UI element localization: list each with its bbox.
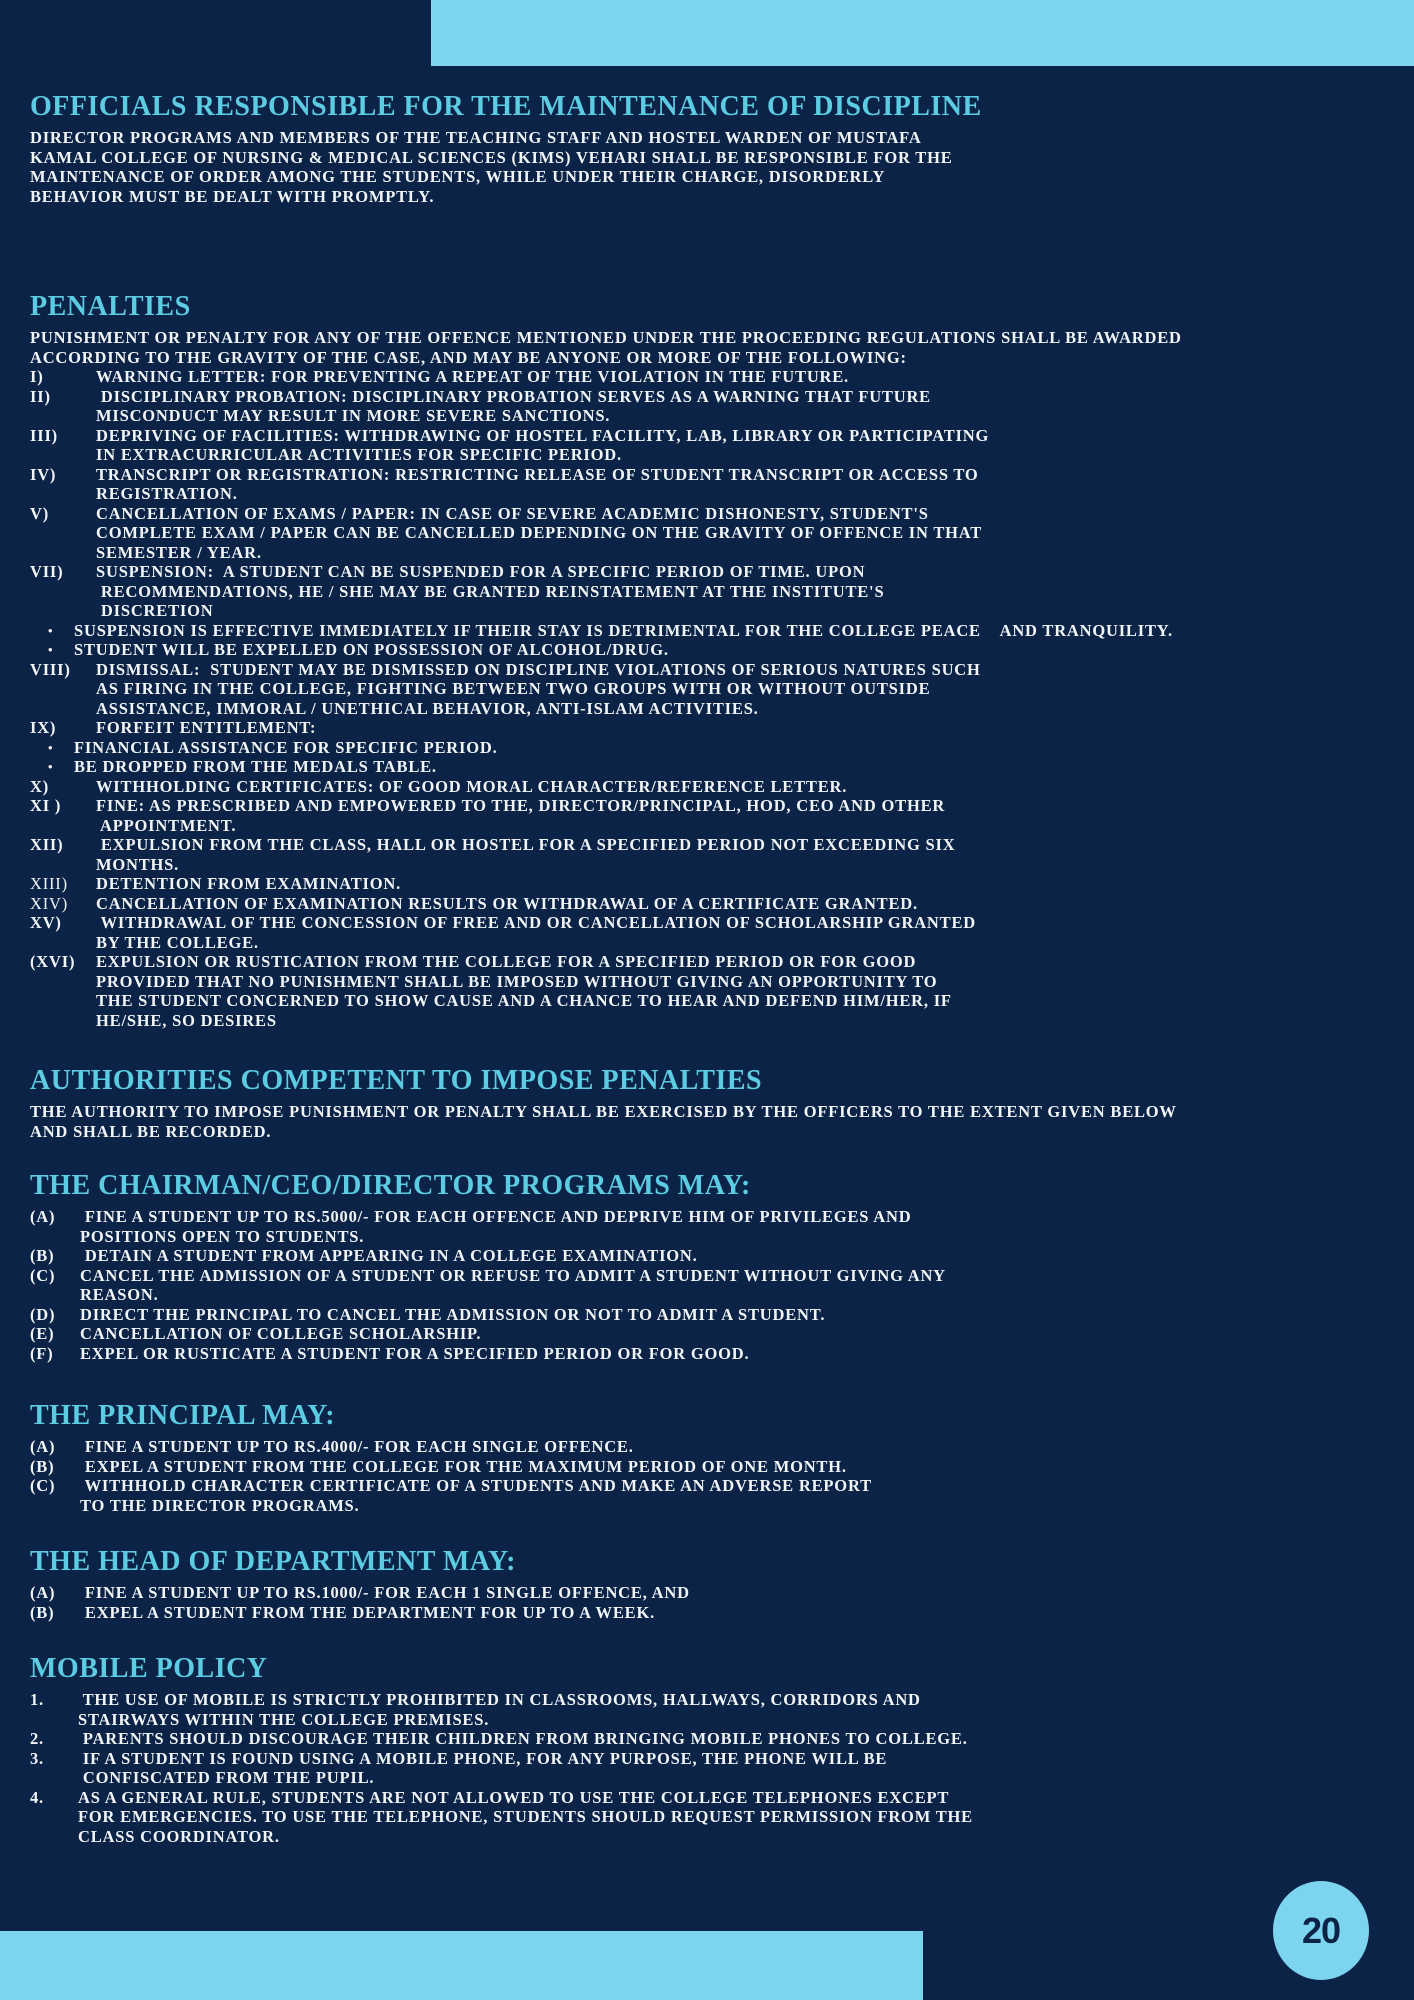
item-text bbox=[96, 387, 931, 426]
text-line: DIRECT THE PRINCIPAL TO CANCEL THE ADMISSION OR NOT TO ADMIT A STUDENT. bbox=[80, 1304, 826, 1324]
item-text bbox=[80, 1437, 634, 1457]
item-text bbox=[96, 562, 884, 621]
text-line: DIRECTOR PROGRAMS AND MEMBERS OF THE TEACHING STAFF AND HOSTEL WARDEN OF MUSTAFA bbox=[30, 128, 922, 147]
list-item bbox=[30, 1266, 1394, 1305]
section-heading: OFFICIALS RESPONSIBLE FOR THE MAINTENANCE OF DISCIPLINE bbox=[30, 91, 982, 122]
list-item bbox=[30, 952, 1394, 1030]
item-text bbox=[78, 1729, 968, 1749]
item-marker: (C) bbox=[30, 1476, 56, 1495]
text-line: EXPEL A STUDENT FROM THE COLLEGE FOR THE MAXIMUM PERIOD OF ONE MONTH. bbox=[80, 1456, 847, 1476]
text-line: MONTHS. bbox=[96, 854, 180, 874]
item-marker: 4. bbox=[30, 1787, 44, 1807]
item-text bbox=[96, 504, 982, 563]
paragraph bbox=[30, 128, 1394, 206]
text-line: DISCIPLINARY PROBATION: DISCIPLINARY PROBATION SERVES AS A WARNING THAT FUTURE bbox=[96, 386, 931, 406]
text-line: DISCRETION bbox=[96, 601, 214, 620]
text-line: CLASS COORDINATOR. bbox=[78, 1826, 280, 1846]
text-line: IN EXTRACURRICULAR ACTIVITIES FOR SPECIFIC PERIOD. bbox=[96, 445, 622, 464]
list-item bbox=[30, 777, 1394, 797]
text-line: CANCEL THE ADMISSION OF A STUDENT OR REFUSE TO ADMIT A STUDENT WITHOUT GIVING ANY bbox=[80, 1265, 946, 1285]
list-item bbox=[30, 465, 1394, 504]
item-text bbox=[74, 757, 437, 777]
list-item bbox=[30, 796, 1394, 835]
item-text bbox=[30, 128, 1394, 206]
list-item bbox=[30, 640, 1394, 660]
item-text bbox=[78, 1788, 973, 1847]
item-text bbox=[80, 1305, 825, 1325]
text-line: EXPULSION FROM THE CLASS, HALL OR HOSTEL FOR A SPECIFIED PERIOD NOT EXCEEDING SIX bbox=[96, 835, 956, 854]
section-principal bbox=[30, 1399, 1394, 1515]
item-text bbox=[96, 465, 979, 504]
text-line: ACCORDING TO THE GRAVITY OF THE CASE, AND MAY BE ANYONE OR MORE OF THE FOLLOWING: bbox=[30, 347, 907, 367]
text-line: EXPEL A STUDENT FROM THE DEPARTMENT FOR UP TO A WEEK. bbox=[80, 1602, 656, 1622]
list-item bbox=[30, 562, 1394, 621]
item-marker: XIII) bbox=[30, 874, 68, 893]
item-marker: (B) bbox=[30, 1246, 55, 1265]
item-text bbox=[78, 1749, 887, 1788]
list-item bbox=[30, 1246, 1394, 1266]
list-item bbox=[30, 1207, 1394, 1246]
list-item bbox=[30, 874, 1394, 894]
section-head-of-department bbox=[30, 1545, 1394, 1622]
item-text bbox=[96, 367, 849, 387]
list-item bbox=[30, 1788, 1394, 1847]
list-item bbox=[30, 1476, 1394, 1515]
bullet-icon: • bbox=[48, 739, 54, 755]
section-authorities bbox=[30, 1064, 1394, 1141]
text-line: HE/SHE, SO DESIRES bbox=[96, 1010, 277, 1030]
item-text bbox=[96, 777, 847, 797]
text-line: SUSPENSION: A STUDENT CAN BE SUSPENDED FOR A SPECIFIC PERIOD OF TIME. UPON bbox=[96, 562, 866, 581]
list-item bbox=[30, 660, 1394, 719]
item-text bbox=[80, 1324, 481, 1344]
text-line: DETAIN A STUDENT FROM APPEARING IN A COLLEGE EXAMINATION. bbox=[80, 1246, 698, 1265]
list-item bbox=[30, 1603, 1394, 1623]
bottom-accent-bar bbox=[0, 1931, 923, 2000]
item-marker: (D) bbox=[30, 1304, 56, 1324]
list-item bbox=[30, 1324, 1394, 1344]
item-marker: XIV) bbox=[30, 893, 69, 913]
text-line: RECOMMENDATIONS, HE / SHE MAY BE GRANTED REINSTATEMENT AT THE INSTITUTE'S bbox=[96, 581, 885, 601]
text-line: IF A STUDENT IS FOUND USING A MOBILE PHONE, FOR ANY PURPOSE, THE PHONE WILL BE bbox=[78, 1748, 888, 1768]
page-number: 20 bbox=[1301, 1909, 1341, 1951]
item-marker: IV) bbox=[30, 464, 57, 484]
page-content bbox=[30, 90, 1394, 1846]
list-item bbox=[30, 718, 1394, 738]
item-text bbox=[80, 1476, 872, 1515]
text-line: BE DROPPED FROM THE MEDALS TABLE. bbox=[74, 757, 437, 776]
list-item bbox=[30, 1729, 1394, 1749]
paragraph bbox=[30, 1102, 1394, 1141]
item-text bbox=[78, 1690, 921, 1729]
list-item bbox=[30, 621, 1394, 641]
list-item bbox=[30, 426, 1394, 465]
item-text bbox=[96, 835, 955, 874]
list-item bbox=[30, 1344, 1394, 1364]
text-line: WITHHOLD CHARACTER CERTIFICATE OF A STUDENTS AND MAKE AN ADVERSE REPORT bbox=[80, 1476, 872, 1495]
bullet-icon: • bbox=[48, 759, 54, 774]
text-line: CANCELLATION OF EXAMINATION RESULTS OR WITHDRAWAL OF A CERTIFICATE GRANTED. bbox=[96, 893, 918, 913]
page-number-badge bbox=[1273, 1881, 1369, 1980]
section-heading: PENALTIES bbox=[30, 291, 191, 322]
item-text bbox=[96, 718, 316, 738]
section-mobile-policy bbox=[30, 1652, 1394, 1846]
text-line: STAIRWAYS WITHIN THE COLLEGE PREMISES. bbox=[78, 1709, 490, 1729]
text-line: THE USE OF MOBILE IS STRICTLY PROHIBITED IN CLASSROOMS, HALLWAYS, CORRIDORS AND bbox=[78, 1690, 921, 1709]
item-text bbox=[96, 660, 981, 719]
item-marker: VIII) bbox=[30, 659, 71, 679]
item-text bbox=[74, 621, 1173, 641]
section-heading: AUTHORITIES COMPETENT TO IMPOSE PENALTIES bbox=[30, 1065, 763, 1096]
text-line: AS A GENERAL RULE, STUDENTS ARE NOT ALLOWED TO USE THE COLLEGE TELEPHONES EXCEPT bbox=[78, 1787, 950, 1807]
text-line: AS FIRING IN THE COLLEGE, FIGHTING BETWEEN TWO GROUPS WITH OR WITHOUT OUTSIDE bbox=[96, 679, 931, 698]
text-line: STUDENT WILL BE EXPELLED ON POSSESSION OF ALCOHOL/DRUG. bbox=[74, 640, 669, 659]
text-line: PROVIDED THAT NO PUNISHMENT SHALL BE IMPOSED WITHOUT GIVING AN OPPORTUNITY TO bbox=[96, 971, 938, 991]
text-line: POSITIONS OPEN TO STUDENTS. bbox=[80, 1226, 365, 1246]
section-officials bbox=[30, 90, 1394, 206]
top-accent-bar bbox=[431, 0, 1414, 66]
text-line: TRANSCRIPT OR REGISTRATION: RESTRICTING RELEASE OF STUDENT TRANSCRIPT OR ACCESS TO bbox=[96, 464, 979, 484]
section-heading: MOBILE POLICY bbox=[30, 1653, 268, 1684]
text-line: TO THE DIRECTOR PROGRAMS. bbox=[80, 1495, 360, 1515]
item-text bbox=[30, 328, 1394, 367]
list-item bbox=[30, 1749, 1394, 1788]
item-marker: IX) bbox=[30, 718, 57, 737]
list-item bbox=[30, 738, 1394, 758]
list-item bbox=[30, 504, 1394, 563]
text-line: FINE A STUDENT UP TO RS.1000/- FOR EACH 1 SINGLE OFFENCE, AND bbox=[80, 1583, 690, 1602]
item-marker: (A) bbox=[30, 1583, 56, 1602]
list-item bbox=[30, 1305, 1394, 1325]
text-line: DISMISSAL: STUDENT MAY BE DISMISSED ON DISCIPLINE VIOLATIONS OF SERIOUS NATURES SUCH bbox=[96, 659, 981, 679]
item-marker: (B) bbox=[30, 1456, 55, 1476]
item-marker: 3. bbox=[30, 1748, 44, 1768]
text-line: FINE: AS PRESCRIBED AND EMPOWERED TO THE, DIRECTOR/PRINCIPAL, HOD, CEO AND OTHER bbox=[96, 796, 946, 815]
list-item bbox=[30, 1690, 1394, 1729]
item-marker: XV) bbox=[30, 913, 62, 932]
section-heading: THE CHAIRMAN/CEO/DIRECTOR PROGRAMS MAY: bbox=[30, 1170, 751, 1201]
list-item bbox=[30, 894, 1394, 914]
item-text bbox=[80, 1583, 690, 1603]
item-text bbox=[96, 874, 401, 894]
text-line: REGISTRATION. bbox=[96, 484, 238, 503]
item-text bbox=[74, 738, 498, 758]
text-line: MAINTENANCE OF ORDER AMONG THE STUDENTS, WHILE UNDER THEIR CHARGE, DISORDERLY bbox=[30, 167, 886, 186]
item-marker: (XVI) bbox=[30, 952, 76, 971]
item-marker: I) bbox=[30, 367, 44, 386]
list-item bbox=[30, 1583, 1394, 1603]
item-text bbox=[74, 640, 669, 660]
section-heading: THE HEAD OF DEPARTMENT MAY: bbox=[30, 1546, 516, 1577]
item-text bbox=[80, 1207, 911, 1246]
item-text bbox=[80, 1457, 847, 1477]
text-line: AND SHALL BE RECORDED. bbox=[30, 1121, 272, 1141]
text-line: MISCONDUCT MAY RESULT IN MORE SEVERE SANCTIONS. bbox=[96, 406, 611, 425]
text-line: SEMESTER / YEAR. bbox=[96, 542, 262, 562]
text-line: REASON. bbox=[80, 1285, 159, 1304]
bullet-icon: • bbox=[48, 622, 54, 638]
item-marker: VII) bbox=[30, 562, 64, 581]
text-line: BY THE COLLEGE. bbox=[96, 932, 259, 952]
text-line: FINE A STUDENT UP TO RS.4000/- FOR EACH SINGLE OFFENCE. bbox=[80, 1437, 634, 1456]
item-marker: (A) bbox=[30, 1207, 56, 1226]
item-text bbox=[80, 1266, 946, 1305]
list-item bbox=[30, 913, 1394, 952]
item-marker: 1. bbox=[30, 1690, 44, 1709]
item-text bbox=[96, 796, 945, 835]
section-chairman bbox=[30, 1169, 1394, 1363]
item-text bbox=[80, 1603, 655, 1623]
paragraph bbox=[30, 328, 1394, 367]
item-marker: 2. bbox=[30, 1729, 44, 1748]
text-line: EXPEL OR RUSTICATE A STUDENT FOR A SPECIFIED PERIOD OR FOR GOOD. bbox=[80, 1343, 750, 1363]
item-text bbox=[80, 1246, 698, 1266]
item-marker: (B) bbox=[30, 1602, 55, 1622]
item-marker: XI ) bbox=[30, 796, 62, 815]
text-line: DEPRIVING OF FACILITIES: WITHDRAWING OF HOSTEL FACILITY, LAB, LIBRARY OR PARTICIPATING bbox=[96, 425, 990, 445]
list-item bbox=[30, 1437, 1394, 1457]
text-line: CANCELLATION OF COLLEGE SCHOLARSHIP. bbox=[80, 1324, 482, 1343]
section-penalties bbox=[30, 290, 1394, 1030]
item-text bbox=[96, 894, 918, 914]
list-item bbox=[30, 757, 1394, 777]
item-marker: III) bbox=[30, 425, 58, 445]
list-item bbox=[30, 387, 1394, 426]
text-line: PUNISHMENT OR PENALTY FOR ANY OF THE OFFENCE MENTIONED UNDER THE PROCEEDING REGULATIONS SHALL BE AWARDED bbox=[30, 328, 1182, 347]
item-marker: XII) bbox=[30, 835, 64, 854]
text-line: THE STUDENT CONCERNED TO SHOW CAUSE AND A CHANCE TO HEAR AND DEFEND HIM/HER, IF bbox=[96, 991, 952, 1010]
item-marker: (F) bbox=[30, 1343, 54, 1363]
text-line: COMPLETE EXAM / PAPER CAN BE CANCELLED DEPENDING ON THE GRAVITY OF OFFENCE IN THAT bbox=[96, 523, 983, 542]
item-marker: (A) bbox=[30, 1437, 56, 1456]
item-text bbox=[30, 1102, 1394, 1141]
text-line: WITHHOLDING CERTIFICATES: OF GOOD MORAL CHARACTER/REFERENCE LETTER. bbox=[96, 776, 848, 796]
list-item bbox=[30, 835, 1394, 874]
item-marker: II) bbox=[30, 386, 51, 406]
list-item bbox=[30, 367, 1394, 387]
section-heading: THE PRINCIPAL MAY: bbox=[30, 1400, 336, 1431]
text-line: BEHAVIOR MUST BE DEALT WITH PROMPTLY. bbox=[30, 186, 435, 206]
text-line: FINANCIAL ASSISTANCE FOR SPECIFIC PERIOD. bbox=[74, 737, 498, 757]
text-line: FORFEIT ENTITLEMENT: bbox=[96, 718, 317, 737]
item-text bbox=[96, 426, 989, 465]
item-marker: (C) bbox=[30, 1265, 56, 1285]
text-line: KAMAL COLLEGE OF NURSING & MEDICAL SCIENCES (KIMS) VEHARI SHALL BE RESPONSIBLE FOR THE bbox=[30, 147, 953, 167]
item-marker: V) bbox=[30, 503, 50, 523]
text-line: SUSPENSION IS EFFECTIVE IMMEDIATELY IF THEIR STAY IS DETRIMENTAL FOR THE COLLEGE PEACE AND TRANQUILITY. bbox=[74, 620, 1173, 640]
text-line: FOR EMERGENCIES. TO USE THE TELEPHONE, STUDENTS SHOULD REQUEST PERMISSION FROM THE bbox=[78, 1807, 973, 1826]
text-line: FINE A STUDENT UP TO RS.5000/- FOR EACH OFFENCE AND DEPRIVE HIM OF PRIVILEGES AND bbox=[80, 1207, 912, 1226]
text-line: APPOINTMENT. bbox=[96, 815, 237, 835]
item-text bbox=[96, 952, 952, 1030]
bullet-icon: • bbox=[48, 642, 54, 657]
text-line: WITHDRAWAL OF THE CONCESSION OF FREE AND OR CANCELLATION OF SCHOLARSHIP GRANTED bbox=[96, 913, 976, 932]
text-line: DETENTION FROM EXAMINATION. bbox=[96, 874, 402, 893]
item-text bbox=[80, 1344, 749, 1364]
item-text bbox=[96, 913, 976, 952]
text-line: CANCELLATION OF EXAMS / PAPER: IN CASE OF SEVERE ACADEMIC DISHONESTY, STUDENT'S bbox=[96, 503, 929, 523]
text-line: WARNING LETTER: FOR PREVENTING A REPEAT OF THE VIOLATION IN THE FUTURE. bbox=[96, 367, 849, 386]
text-line: CONFISCATED FROM THE PUPIL. bbox=[78, 1768, 375, 1787]
item-marker: (E) bbox=[30, 1324, 55, 1343]
text-line: THE AUTHORITY TO IMPOSE PUNISHMENT OR PENALTY SHALL BE EXERCISED BY THE OFFICERS TO THE EXTENT GIVEN BELOW bbox=[30, 1102, 1177, 1121]
item-marker: X) bbox=[30, 776, 50, 796]
text-line: EXPULSION OR RUSTICATION FROM THE COLLEGE FOR A SPECIFIED PERIOD OR FOR GOOD bbox=[96, 952, 917, 971]
text-line: ASSISTANCE, IMMORAL / UNETHICAL BEHAVIOR, ANTI-ISLAM ACTIVITIES. bbox=[96, 698, 759, 718]
text-line: PARENTS SHOULD DISCOURAGE THEIR CHILDREN FROM BRINGING MOBILE PHONES TO COLLEGE. bbox=[78, 1729, 968, 1748]
list-item bbox=[30, 1457, 1394, 1477]
